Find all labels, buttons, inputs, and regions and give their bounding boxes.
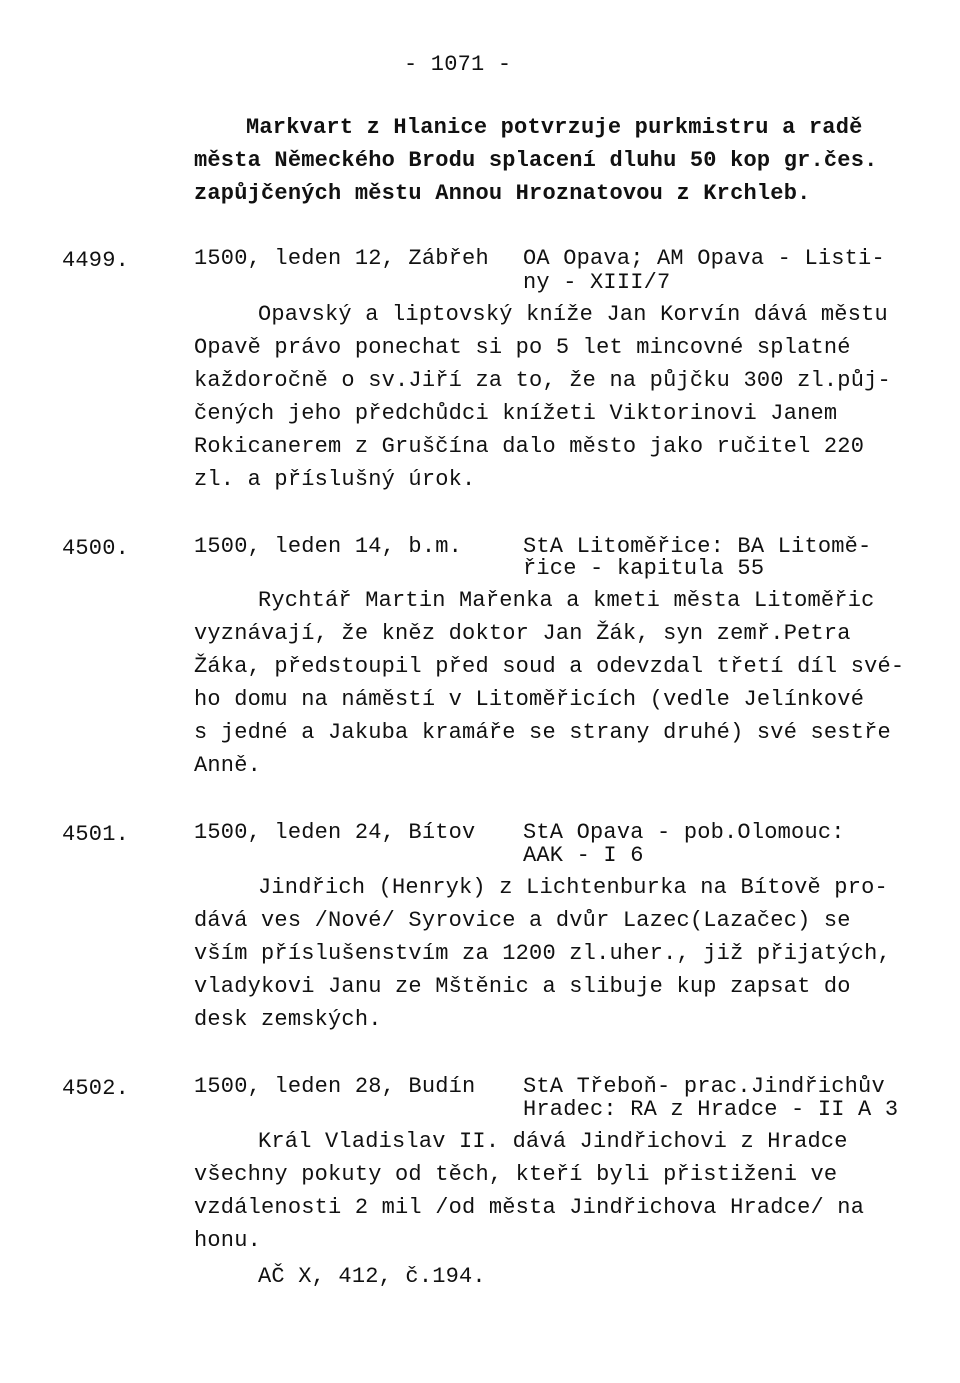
page-number: - 1071 - bbox=[404, 52, 512, 77]
intro-line-2: města Německého Brodu splacení dluhu 50 kop gr.čes. bbox=[194, 148, 878, 173]
entry-body-line: čených jeho předchůdci knížeti Viktorinovi Janem bbox=[194, 401, 838, 426]
entry-archive-line-1: StA Litoměřice: BA Litomě- bbox=[523, 534, 872, 559]
entry-body-line: Opavě právo ponechat si po 5 let mincovné splatné bbox=[194, 335, 851, 360]
entry-body-line: Žáka, předstoupil před soud a odevzdal třetí díl své- bbox=[194, 654, 905, 679]
entry-number-4502: 4502. bbox=[62, 1076, 130, 1101]
entry-archive-line-1: StA Třeboň- prac.Jindřichův bbox=[523, 1074, 885, 1099]
entry-body-line: Anně. bbox=[194, 753, 262, 778]
entry-body-line: vyznávají, že kněz doktor Jan Žák, syn zemř.Petra bbox=[194, 621, 851, 646]
entry-body-line: dává ves /Nové/ Syrovice a dvůr Lazec(Lazačec) se bbox=[194, 908, 851, 933]
entry-body-line: vladykovi Janu ze Mštěnic a slibuje kup zapsat do bbox=[194, 974, 851, 999]
entry-body-line: desk zemských. bbox=[194, 1007, 382, 1032]
entry-date-place: 1500, leden 14, b.m. bbox=[194, 534, 463, 559]
entry-archive-line-2: Hradec: RA z Hradce - II A 3 bbox=[523, 1097, 899, 1122]
entry-body-line: honu. bbox=[194, 1228, 262, 1253]
entry-archive-line-2: ny - XIII/7 bbox=[523, 270, 671, 295]
entry-number-4500: 4500. bbox=[62, 536, 130, 561]
entry-body-line: ho domu na náměstí v Litoměřicích (vedle Jelínkové bbox=[194, 687, 865, 712]
entry-date-place: 1500, leden 24, Bítov bbox=[194, 820, 476, 845]
entry-archive-line-2: AAK - I 6 bbox=[523, 843, 644, 868]
entry-body-line: s jedné a Jakuba kramáře se strany druhé) své sestře bbox=[194, 720, 891, 745]
entry-number-4501: 4501. bbox=[62, 822, 130, 847]
entry-body-line: Jindřich (Henryk) z Lichtenburka na Bítově pro- bbox=[258, 875, 888, 900]
entry-date-place: 1500, leden 28, Budín bbox=[194, 1074, 476, 1099]
entry-body-line: zl. a příslušný úrok. bbox=[194, 467, 476, 492]
entry-body-line: Král Vladislav II. dává Jindřichovi z Hradce bbox=[258, 1129, 848, 1154]
entry-archive-line-1: OA Opava; AM Opava - Listi- bbox=[523, 246, 885, 271]
entry-body-line: Rychtář Martin Mařenka a kmeti města Litoměřic bbox=[258, 588, 875, 613]
entry-archive-line-1: StA Opava - pob.Olomouc: bbox=[523, 820, 845, 845]
entry-body-line: vzdálenosti 2 mil /od města Jindřichova Hradce/ na bbox=[194, 1195, 865, 1220]
entry-reference: AČ X, 412, č.194. bbox=[258, 1264, 486, 1289]
intro-line-3: zapůjčených městu Annou Hroznatovou z Krchleb. bbox=[194, 181, 811, 206]
intro-line-1: Markvart z Hlanice potvrzuje purkmistru a radě bbox=[246, 115, 863, 140]
entry-date-place: 1500, leden 12, Zábřeh bbox=[194, 246, 489, 271]
entry-number-4499: 4499. bbox=[62, 248, 130, 273]
entry-archive-line-2: řice - kapitula 55 bbox=[523, 556, 765, 581]
entry-body-line: každoročně o sv.Jiří za to, že na půjčku 300 zl.půj- bbox=[194, 368, 891, 393]
entry-body-line: Rokicanerem z Gruščína dalo město jako ručitel 220 bbox=[194, 434, 865, 459]
entry-body-line: Opavský a liptovský kníže Jan Korvín dává městu bbox=[258, 302, 888, 327]
entry-body-line: vším příslušenstvím za 1200 zl.uher., již přijatých, bbox=[194, 941, 891, 966]
entry-body-line: všechny pokuty od těch, kteří byli přistiženi ve bbox=[194, 1162, 838, 1187]
